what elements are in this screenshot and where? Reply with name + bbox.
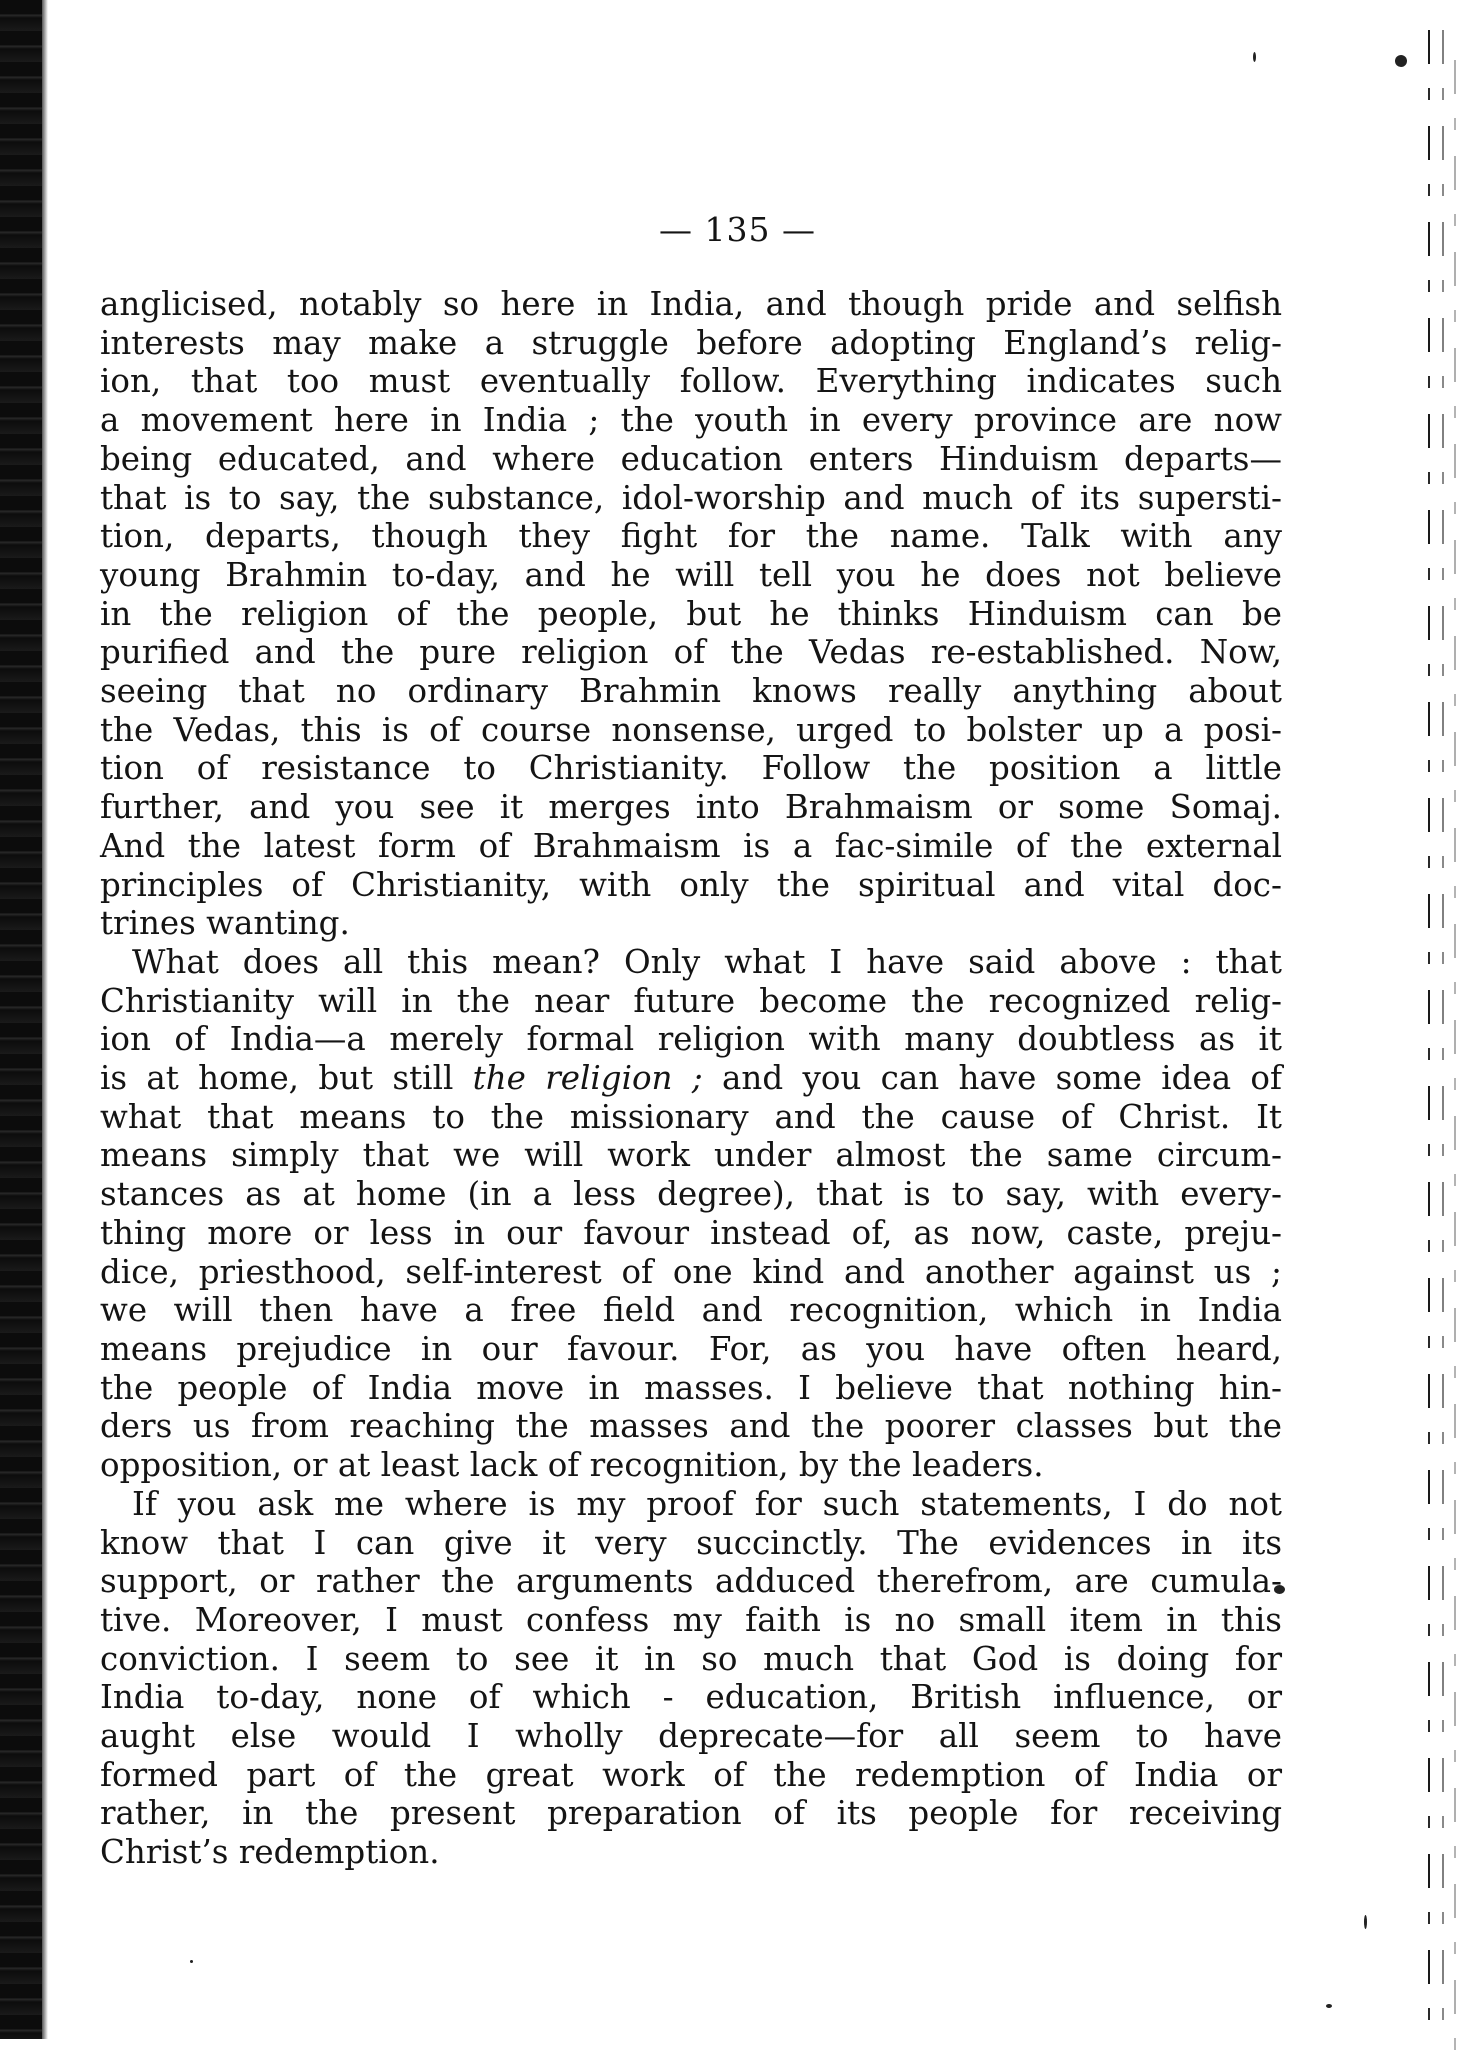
ink-speck bbox=[1253, 52, 1256, 62]
text-line: further, and you see it merges into Brahmaism or some Somaj. bbox=[100, 788, 1282, 827]
text-line: that is to say, the substance, idol-worship and much of its supersti- bbox=[100, 478, 1282, 517]
text-line: tion of resistance to Christianity. Follow the position a little bbox=[100, 749, 1282, 788]
text-line: formed part of the great work of the redemption of India or bbox=[100, 1755, 1282, 1794]
text-line: is at home, but still the religion ; and you can have some idea of bbox=[100, 1059, 1282, 1098]
text-line: opposition, or at least lack of recognition, by the leaders. bbox=[100, 1446, 1044, 1485]
text-line: in the religion of the people, but he thinks Hinduism can be bbox=[100, 594, 1282, 633]
binding-shadow bbox=[42, 0, 48, 2039]
text-line: What does all this mean? Only what I have said above : that bbox=[132, 942, 1282, 981]
edge-line bbox=[1454, 60, 1456, 2050]
text-line: Christ’s redemption. bbox=[100, 1833, 440, 1872]
text-line: ders us from reaching the masses and the poorer classes but the bbox=[100, 1407, 1282, 1446]
text-line: being educated, and where education enters Hinduism departs— bbox=[100, 439, 1282, 478]
text-line: If you ask me where is my proof for such statements, I do not bbox=[132, 1484, 1282, 1523]
edge-line bbox=[1442, 30, 1444, 2020]
text-line: principles of Christianity, with only the spiritual and vital doc- bbox=[100, 865, 1282, 904]
text-line: aught else would I wholly deprecate—for all seem to have bbox=[100, 1717, 1282, 1756]
text-line: support, or rather the arguments adduced therefrom, are cumula- bbox=[100, 1562, 1282, 1601]
paragraph bbox=[100, 1485, 1282, 1872]
ink-speck bbox=[1395, 55, 1407, 67]
text-line: the people of India move in masses. I believe that nothing hin- bbox=[100, 1368, 1282, 1407]
text-line: purified and the pure religion of the Vedas re-established. Now, bbox=[100, 633, 1282, 672]
page-edge-right bbox=[1420, 0, 1475, 2039]
text-line: trines wanting. bbox=[100, 904, 350, 943]
ink-speck bbox=[1364, 1915, 1367, 1929]
text-line: Christianity will in the near future become the recognized relig- bbox=[100, 981, 1282, 1020]
text-line: And the latest form of Brahmaism is a fac-simile of the external bbox=[100, 826, 1282, 865]
page-number: — 135 — bbox=[659, 210, 816, 249]
text-line: thing more or less in our favour instead of, as now, caste, preju- bbox=[100, 1213, 1282, 1252]
paragraph bbox=[100, 285, 1282, 943]
text-line: means prejudice in our favour. For, as you have often heard, bbox=[100, 1329, 1282, 1368]
text-line: young Brahmin to-day, and he will tell you he does not believe bbox=[100, 555, 1282, 594]
text-line: what that means to the missionary and the cause of Christ. It bbox=[100, 1097, 1282, 1136]
text-line: seeing that no ordinary Brahmin knows really anything about bbox=[100, 672, 1282, 711]
text-line: dice, priesthood, self-interest of one kind and another against us ; bbox=[100, 1252, 1282, 1291]
text-line: the Vedas, this is of course nonsense, urged to bolster up a posi- bbox=[100, 710, 1282, 749]
paragraph bbox=[100, 943, 1282, 1485]
text-line: ion of India—a merely formal religion with many doubtless as it bbox=[100, 1020, 1282, 1059]
edge-line bbox=[1428, 30, 1430, 2020]
text-line: tive. Moreover, I must confess my faith is no small item in this bbox=[100, 1600, 1282, 1639]
text-line: means simply that we will work under almost the same circum- bbox=[100, 1136, 1282, 1175]
text-line: tion, departs, though they fight for the name. Talk with any bbox=[100, 517, 1282, 556]
binding-edge bbox=[0, 0, 42, 2039]
text-line: we will then have a free field and recognition, which in India bbox=[100, 1291, 1282, 1330]
body-text bbox=[100, 285, 1282, 1872]
text-line: conviction. I seem to see it in so much that God is doing for bbox=[100, 1639, 1282, 1678]
text-line: India to-day, none of which - education, British influence, or bbox=[100, 1678, 1282, 1717]
ink-speck bbox=[190, 1960, 193, 1963]
text-line: ion, that too must eventually follow. Everything indicates such bbox=[100, 362, 1282, 401]
text-line: rather, in the present preparation of its people for receiving bbox=[100, 1794, 1282, 1833]
text-line: anglicised, notably so here in India, and though pride and selfish bbox=[100, 285, 1282, 323]
ink-speck bbox=[1326, 2004, 1332, 2008]
text-line: stances as at home (in a less degree), that is to say, with every- bbox=[100, 1175, 1282, 1214]
text-line: know that I can give it very succinctly. The evidences in its bbox=[100, 1523, 1282, 1562]
text-line: a movement here in India ; the youth in every province are now bbox=[100, 401, 1282, 440]
text-line: interests may make a struggle before adopting England’s relig- bbox=[100, 323, 1282, 362]
